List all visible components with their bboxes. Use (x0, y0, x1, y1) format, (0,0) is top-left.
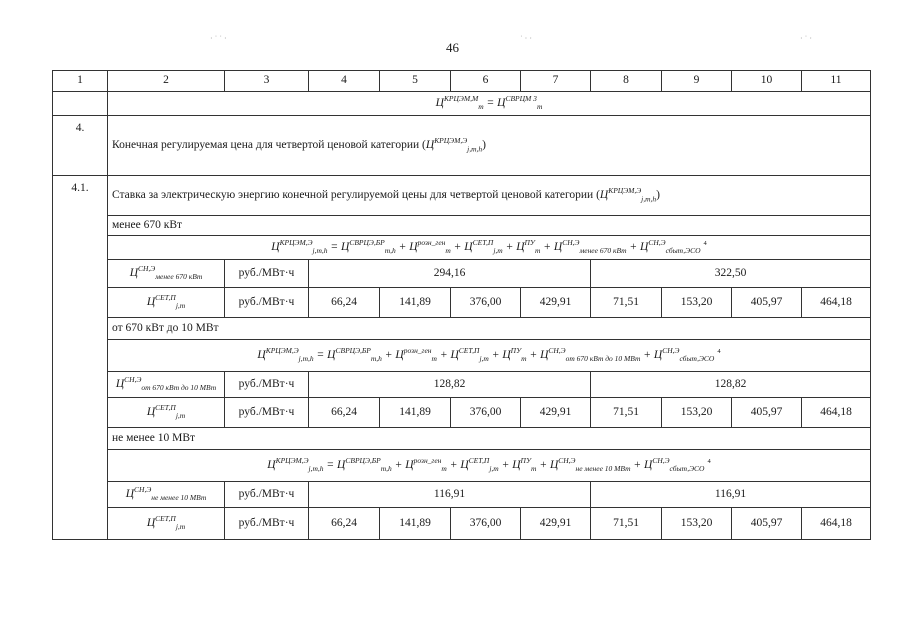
unit-cell: руб./МВт·ч (225, 288, 309, 318)
block-title: менее 670 кВт (108, 216, 871, 236)
scan-speck: · ˙ ˙ · (210, 34, 227, 43)
value-cell: 128,82 (591, 372, 871, 398)
header-cell: 5 (380, 71, 451, 92)
value-cell: 294,16 (309, 260, 591, 288)
row-symbol: $Ц^{СЕТ,П}_{j,m}$ (108, 398, 225, 428)
header-cell: 8 (591, 71, 662, 92)
scan-speck: · ˙ · (800, 34, 812, 43)
header-cell: 3 (225, 71, 309, 92)
header-cell: 10 (732, 71, 802, 92)
value-cell: 405,97 (732, 398, 802, 428)
header-cell: 2 (108, 71, 225, 92)
sn-row (53, 260, 871, 288)
value-cell: 66,24 (309, 288, 380, 318)
header-cell: 1 (53, 71, 108, 92)
unit-cell: руб./МВт·ч (225, 260, 309, 288)
tariff-table (52, 70, 871, 540)
value-cell: 71,51 (591, 398, 662, 428)
value-cell: 464,18 (802, 508, 871, 540)
value-cell: 376,00 (451, 288, 521, 318)
header-cell: 6 (451, 71, 521, 92)
section-4-row (53, 116, 871, 176)
value-cell: 71,51 (591, 288, 662, 318)
header-cell: 9 (662, 71, 732, 92)
value-cell: 464,18 (802, 288, 871, 318)
header-cell: 7 (521, 71, 591, 92)
section-number: 4.1. (53, 176, 108, 540)
set-row (53, 398, 871, 428)
value-cell: 429,91 (521, 398, 591, 428)
row-symbol: $Ц^{СН,Э}_{от 670 кВт до 10 МВт}$ (108, 372, 225, 398)
header-cell: 11 (802, 71, 871, 92)
section-number: 4. (53, 116, 108, 176)
block-formula-row (53, 340, 871, 372)
value-cell: 141,89 (380, 288, 451, 318)
value-cell: 116,91 (309, 482, 591, 508)
block-title-row (53, 318, 871, 340)
block-title: не менее 10 МВт (108, 428, 871, 450)
sn-row (53, 482, 871, 508)
value-cell: 153,20 (662, 288, 732, 318)
formula-m: $Ц^{КРЦЭМ,М}_m = Ц^{СВРЦМ 3}_m$ (108, 92, 871, 116)
page-number: 46 (446, 40, 459, 55)
value-cell: 66,24 (309, 508, 380, 540)
value-cell: 116,91 (591, 482, 871, 508)
scan-speck: ˙ · · (520, 34, 532, 43)
value-cell: 153,20 (662, 508, 732, 540)
formula-row-m (53, 92, 871, 116)
header-cell: 4 (309, 71, 380, 92)
row-symbol: $Ц^{СЕТ,П}_{j,m}$ (108, 288, 225, 318)
row-symbol: $Ц^{СЕТ,П}_{j,m}$ (108, 508, 225, 540)
value-cell: 376,00 (451, 508, 521, 540)
unit-cell: руб./МВт·ч (225, 508, 309, 540)
value-cell: 464,18 (802, 398, 871, 428)
block-title: от 670 кВт до 10 МВт (108, 318, 871, 340)
value-cell: 141,89 (380, 398, 451, 428)
header-row (53, 71, 871, 92)
unit-cell: руб./МВт·ч (225, 482, 309, 508)
block-formula: $Ц^{КРЦЭМ,Э}_{j,m,h} = Ц^{СВРЦЭ,БР}_{m,h} + Ц^{розн\_ген}_m + Ц^{СЕТ,П}_{j,m} + Ц^{ПУ}_m + Ц^{СН,Э}_{не менее 10 МВт} + Ц^{СН,Э}_{сбыт,ЭСО}^4$ (108, 450, 871, 482)
value-cell: 128,82 (309, 372, 591, 398)
section-title: Конечная регулируемая цена для четвертой ценовой категории $(Ц^{КРЦЭМ,Э}_{j,m,h})$ (108, 116, 871, 176)
set-row (53, 508, 871, 540)
value-cell: 429,91 (521, 508, 591, 540)
section-4-1-row (53, 176, 871, 216)
value-cell: 405,97 (732, 288, 802, 318)
row-symbol: $Ц^{СН,Э}_{менее 670 кВт}$ (108, 260, 225, 288)
value-cell: 376,00 (451, 398, 521, 428)
value-cell: 322,50 (591, 260, 871, 288)
set-row (53, 288, 871, 318)
value-cell: 66,24 (309, 398, 380, 428)
value-cell: 141,89 (380, 508, 451, 540)
row-num-cell (53, 92, 108, 116)
block-title-row (53, 216, 871, 236)
section-title: Ставка за электрическую энергию конечной регулируемой цены для четвертой ценовой категории $(Ц^{КРЦЭМ,Э}_{j,m,h})$ (108, 176, 871, 216)
block-formula: $Ц^{КРЦЭМ,Э}_{j,m,h} = Ц^{СВРЦЭ,БР}_{m,h} + Ц^{розн\_ген}_m + Ц^{СЕТ,П}_{j,m} + Ц^{ПУ}_m + Ц^{СН,Э}_{менее 670 кВт} + Ц^{СН,Э}_{сбыт,ЭСО}^4$ (108, 236, 871, 260)
block-formula-row (53, 236, 871, 260)
value-cell: 405,97 (732, 508, 802, 540)
value-cell: 71,51 (591, 508, 662, 540)
sn-row (53, 372, 871, 398)
block-formula: $Ц^{КРЦЭМ,Э}_{j,m,h} = Ц^{СВРЦЭ,БР}_{m,h} + Ц^{розн\_ген}_m + Ц^{СЕТ,П}_{j,m} + Ц^{ПУ}_m + Ц^{СН,Э}_{от 670 кВт до 10 МВт} + Ц^{СН,Э}_{сбыт,ЭСО}^4$ (108, 340, 871, 372)
block-formula-row (53, 450, 871, 482)
unit-cell: руб./МВт·ч (225, 372, 309, 398)
block-title-row (53, 428, 871, 450)
value-cell: 153,20 (662, 398, 732, 428)
unit-cell: руб./МВт·ч (225, 398, 309, 428)
value-cell: 429,91 (521, 288, 591, 318)
row-symbol: $Ц^{СН,Э}_{не менее 10 МВт}$ (108, 482, 225, 508)
